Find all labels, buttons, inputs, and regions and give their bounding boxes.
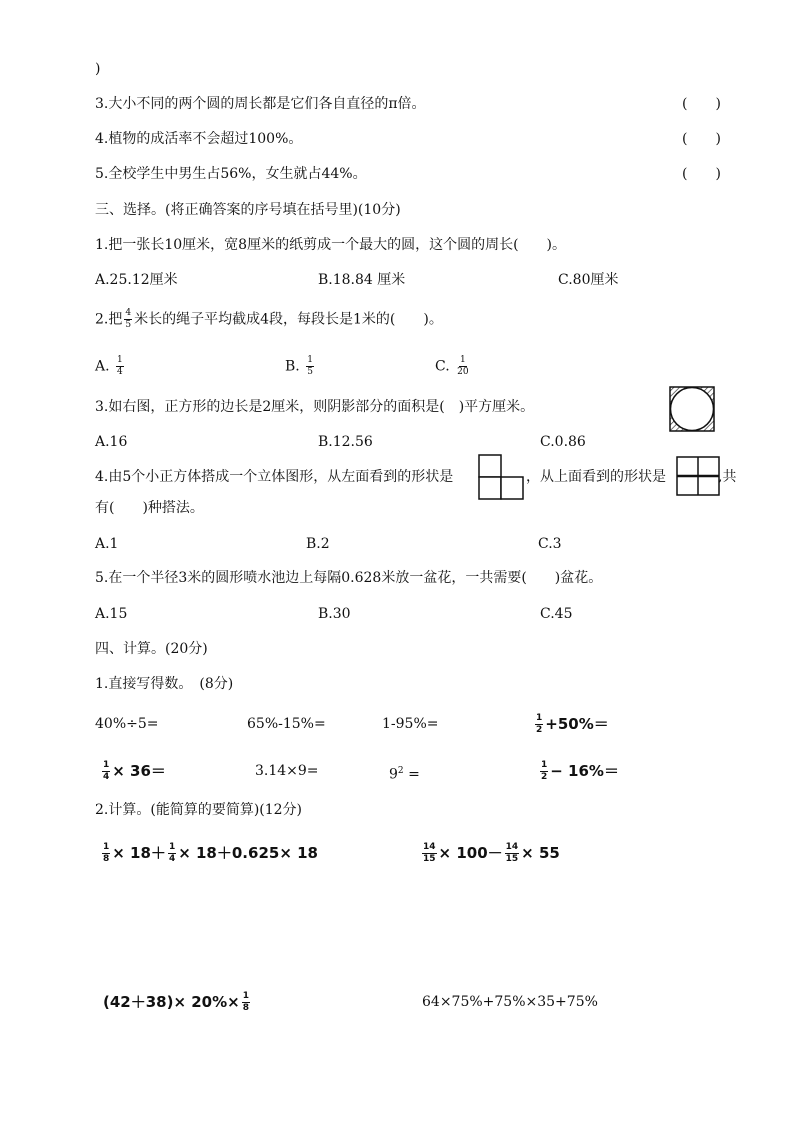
- q2-option-a[interactable]: A. $\frac{1}{4}$: [95, 355, 123, 377]
- choice-q4-c: ,共: [718, 469, 737, 485]
- q2-option-c[interactable]: C. $\frac{1}{20}$: [435, 355, 469, 377]
- direct-1: 40%÷5=: [95, 716, 159, 732]
- section3-title: 三、选择。(将正确答案的序号填在括号里)(10分): [95, 202, 401, 218]
- direct-3: 1-95%=: [382, 716, 439, 732]
- top-view-figure: [676, 456, 720, 496]
- direct-5: $\frac{1}{4}$ × 36＝: [103, 760, 166, 782]
- q2-option-b[interactable]: B. $\frac{1}{5}$: [285, 355, 313, 377]
- calc-expr-2: $\frac{14}{15}$ × 100－ $\frac{14}{15}$ × 55: [423, 842, 560, 864]
- choice-q4-b: ，从上面看到的形状是: [526, 469, 666, 485]
- choice-q3: 3.如右图，正方形的边长是2厘米，则阴影部分的面积是( )平方厘米。: [95, 399, 535, 415]
- continued-paren: ): [95, 61, 101, 77]
- direct-calc-title: 1.直接写得数。 (8分): [95, 676, 234, 692]
- judge-q4: 4.植物的成活率不会超过100%。: [95, 131, 303, 147]
- q2-fraction: $\frac{4}{5}$: [125, 308, 132, 330]
- q3-option-a[interactable]: A.16: [95, 434, 128, 450]
- calc-expr-1: $\frac{1}{8}$ × 18＋ $\frac{1}{4}$ × 18＋0.625× 18: [103, 842, 318, 864]
- q1-option-a[interactable]: A.25.12厘米: [95, 272, 178, 288]
- q1-option-b[interactable]: B.18.84 厘米: [318, 272, 406, 288]
- q4-option-b[interactable]: B.2: [306, 536, 330, 552]
- q5-option-b[interactable]: B.30: [318, 606, 351, 622]
- q4-option-c[interactable]: C.3: [538, 536, 562, 552]
- calc-expr-3: (42＋38)× 20%× $\frac{1}{8}$: [103, 991, 249, 1013]
- choice-q1: 1.把一张长10厘米，宽8厘米的纸剪成一个最大的圆，这个圆的周长( )。: [95, 237, 567, 253]
- q2-pre: 2.把: [95, 311, 123, 328]
- judge-q4-answer[interactable]: ( ): [682, 131, 721, 147]
- direct-8: $\frac{1}{2}$ − 16%＝: [541, 760, 619, 782]
- q5-option-a[interactable]: A.15: [95, 606, 128, 622]
- q5-option-c[interactable]: C.45: [540, 606, 573, 622]
- judge-q3-answer[interactable]: ( ): [682, 96, 721, 112]
- left-view-figure: [478, 454, 524, 500]
- q3-option-c[interactable]: C.0.86: [540, 434, 586, 450]
- choice-q4-d: 有( )种搭法。: [95, 500, 204, 516]
- q1-option-c[interactable]: C.80厘米: [558, 272, 619, 288]
- square-circle-figure: [669, 386, 715, 432]
- q4-option-a[interactable]: A.1: [95, 536, 119, 552]
- judge-q5: 5.全校学生中男生占56%，女生就占44%。: [95, 166, 367, 182]
- section4-title: 四、计算。(20分): [95, 641, 208, 657]
- choice-q5: 5.在一个半径3米的圆形喷水池边上每隔0.628米放一盆花，一共需要( )盆花。: [95, 570, 603, 586]
- judge-q3: 3.大小不同的两个圆的周长都是它们各自直径的π倍。: [95, 96, 426, 112]
- direct-4: $\frac{1}{2}$ +50%＝: [536, 713, 609, 735]
- choice-q4-a: 4.由5个小正方体搭成一个立体图形，从左面看到的形状是: [95, 469, 454, 485]
- q2-post: 米长的绳子平均截成4段，每段长是1米的( )。: [134, 311, 443, 328]
- direct-6: 3.14×9=: [255, 763, 319, 779]
- q3-option-b[interactable]: B.12.56: [318, 434, 373, 450]
- choice-q2: [95, 309, 443, 330]
- calc-expr-4: 64×75%+75%×35+75%: [422, 994, 598, 1010]
- calc-title: 2.计算。(能简算的要简算)(12分): [95, 802, 303, 818]
- direct-7: $9^2$ =: [389, 766, 420, 783]
- judge-q5-answer[interactable]: ( ): [682, 166, 721, 182]
- direct-2: 65%-15%=: [247, 716, 326, 732]
